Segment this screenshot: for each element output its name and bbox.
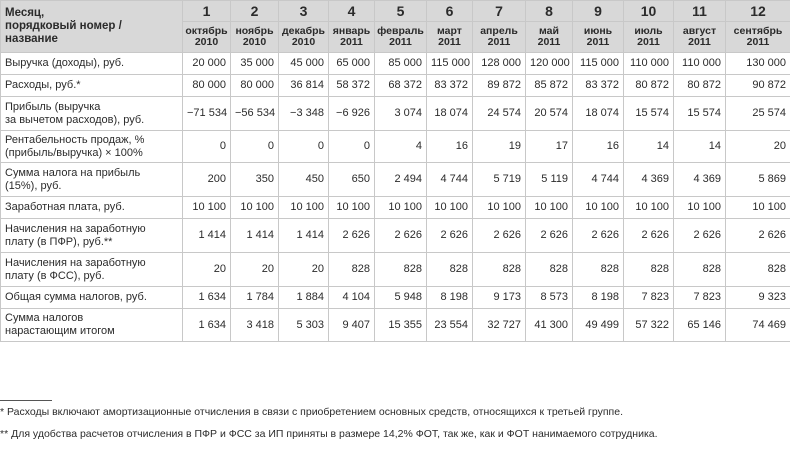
table-body [1,53,790,342]
row-label [1,287,183,309]
row-label [1,53,183,75]
table-cell: 10 100 [183,197,231,219]
table-row [1,163,790,197]
corner-header [1,1,183,53]
table-cell: 2 626 [329,219,375,253]
table-cell: 20 [183,253,231,287]
table-cell: 16 [427,131,473,163]
table-cell: 80 000 [231,75,279,97]
table-cell: 15 574 [674,97,726,131]
table-cell: 1 414 [231,219,279,253]
row-label-line: Рентабельность продаж, % [5,133,145,146]
table-cell: 7 823 [624,287,674,309]
table-cell: 828 [427,253,473,287]
table-cell: 19 [473,131,526,163]
table-cell: 7 823 [674,287,726,309]
month-name: июль 2011 [624,22,674,53]
table-cell: 5 948 [375,287,427,309]
corner-line: порядковый номер / [5,20,122,32]
table-cell: 18 074 [573,97,624,131]
month-number: 8 [526,1,573,22]
table-cell: 25 574 [726,97,790,131]
row-label [1,131,183,163]
table-cell: 85 000 [375,53,427,75]
table-cell: 80 872 [624,75,674,97]
table-cell: 2 626 [624,219,674,253]
table-cell: 2 626 [427,219,473,253]
table-row [1,197,790,219]
table-row [1,97,790,131]
corner-line: Месяц, [5,7,45,19]
month-name: апрель 2011 [473,22,526,53]
table-cell: 83 372 [573,75,624,97]
table-cell: 23 554 [427,309,473,342]
table-cell: 2 626 [473,219,526,253]
table-cell: 90 872 [726,75,790,97]
table-cell: 18 074 [427,97,473,131]
footnote-2: ** Для удобства расчетов отчисления в ПФР и ФСС за ИП приняты в размере 14,2% ФОТ, так же, как и ФОТ нанимаемого сотрудника. [0,428,658,440]
table-cell: 2 626 [726,219,790,253]
table-cell: 20 [726,131,790,163]
table-cell: 828 [573,253,624,287]
table-cell: 115 000 [573,53,624,75]
month-number: 11 [674,1,726,22]
table-cell: 4 104 [329,287,375,309]
row-label-line: (15%), руб. [5,179,62,192]
table-cell: 110 000 [624,53,674,75]
table-cell: 4 369 [674,163,726,197]
table-cell: 828 [329,253,375,287]
month-number: 5 [375,1,427,22]
table-cell: 8 198 [573,287,624,309]
table-cell: 2 626 [375,219,427,253]
row-label [1,219,183,253]
table-cell: 828 [526,253,573,287]
table-cell: 89 872 [473,75,526,97]
month-name: сентябрь 2011 [726,22,790,53]
table-cell: 128 000 [473,53,526,75]
table-cell: 0 [183,131,231,163]
table-cell: 2 494 [375,163,427,197]
table-cell: 828 [375,253,427,287]
table-cell: 1 884 [279,287,329,309]
row-label [1,197,183,219]
row-label [1,97,183,131]
table-cell: 8 573 [526,287,573,309]
table-cell: 115 000 [427,53,473,75]
month-number: 2 [231,1,279,22]
table-cell: −6 926 [329,97,375,131]
month-number: 6 [427,1,473,22]
table-cell: 2 626 [573,219,624,253]
table-cell: 2 626 [674,219,726,253]
table-cell: 10 100 [375,197,427,219]
month-name: январь 2011 [329,22,375,53]
row-label-line: (прибыль/выручка) × 100% [5,146,143,159]
row-label-line: Сумма налога на прибыль [5,166,141,179]
table-cell: 350 [231,163,279,197]
table-cell: 5 303 [279,309,329,342]
table-cell: 65 146 [674,309,726,342]
table-cell: 58 372 [329,75,375,97]
table-cell: 4 [375,131,427,163]
row-label [1,163,183,197]
table-cell: 1 414 [183,219,231,253]
month-number: 1 [183,1,231,22]
row-label-line: за вычетом расходов), руб. [5,113,145,126]
table-cell: 10 100 [329,197,375,219]
table-cell: 9 173 [473,287,526,309]
table-cell: 16 [573,131,624,163]
row-label [1,253,183,287]
month-number: 10 [624,1,674,22]
table-cell: 110 000 [674,53,726,75]
row-label-line: Прибыль (выручка [5,100,101,113]
table-cell: −56 534 [231,97,279,131]
row-label [1,75,183,97]
table-cell: 2 626 [526,219,573,253]
month-number: 12 [726,1,790,22]
month-name: июнь 2011 [573,22,624,53]
row-label-line: Общая сумма налогов, руб. [5,291,147,303]
table-cell: 10 100 [231,197,279,219]
table-row [1,131,790,163]
table-cell: 1 634 [183,309,231,342]
table-cell: 0 [329,131,375,163]
table-cell: 828 [674,253,726,287]
table-cell: 10 100 [624,197,674,219]
table-cell: 36 814 [279,75,329,97]
table-cell: 10 100 [526,197,573,219]
table-cell: 65 000 [329,53,375,75]
table-cell: 1 634 [183,287,231,309]
row-label-line: нарастающим итогом [5,325,115,337]
table-cell: 1 784 [231,287,279,309]
table-cell: 5 869 [726,163,790,197]
table-cell: 4 369 [624,163,674,197]
table-cell: 85 872 [526,75,573,97]
month-number: 7 [473,1,526,22]
row-label-line: Сумма налогов [5,312,84,324]
footnote-1: * Расходы включают амортизационные отчисления в связи с приобретением основных средств, относящихся к третьей группе. [0,406,623,418]
table-cell: 130 000 [726,53,790,75]
month-number: 9 [573,1,624,22]
table-cell: 10 100 [726,197,790,219]
header-number-row [1,1,790,22]
row-label-line: плату (в ПФР), руб.** [5,235,113,248]
row-label-line: плату (в ФСС), руб. [5,269,105,282]
table-cell: 20 [279,253,329,287]
table-cell: 10 100 [674,197,726,219]
month-name: декабрь 2010 [279,22,329,53]
row-label-line: Заработная плата, руб. [5,201,125,213]
footnote-divider [0,400,52,401]
table-row [1,253,790,287]
table-cell: 3 074 [375,97,427,131]
table-cell: 10 100 [427,197,473,219]
table-cell: 4 744 [573,163,624,197]
table-cell: 17 [526,131,573,163]
table-cell: 15 355 [375,309,427,342]
table-cell: 200 [183,163,231,197]
table-cell: 57 322 [624,309,674,342]
table-cell: 14 [674,131,726,163]
table-cell: 120 000 [526,53,573,75]
table-cell: 0 [231,131,279,163]
table-cell: 24 574 [473,97,526,131]
table-cell: 49 499 [573,309,624,342]
month-number: 3 [279,1,329,22]
table-cell: 3 418 [231,309,279,342]
table-cell: 10 100 [279,197,329,219]
table-cell: 0 [279,131,329,163]
table-cell: 20 574 [526,97,573,131]
table-cell: 10 100 [573,197,624,219]
table-cell: 9 407 [329,309,375,342]
month-name: ноябрь 2010 [231,22,279,53]
corner-line: название [5,33,58,45]
table-cell: 450 [279,163,329,197]
table-cell: −3 348 [279,97,329,131]
row-label [1,309,183,342]
table-cell: 20 000 [183,53,231,75]
table-cell: 80 872 [674,75,726,97]
month-name: май 2011 [526,22,573,53]
table-cell: 68 372 [375,75,427,97]
table-cell: 828 [726,253,790,287]
table-cell: 5 119 [526,163,573,197]
row-label-line: Начисления на заработную [5,256,146,269]
table-row [1,75,790,97]
table-cell: 14 [624,131,674,163]
table-row [1,53,790,75]
table-cell: 45 000 [279,53,329,75]
table-cell: 1 414 [279,219,329,253]
table-cell: 41 300 [526,309,573,342]
table-cell: 35 000 [231,53,279,75]
month-name: март 2011 [427,22,473,53]
month-name: август 2011 [674,22,726,53]
table-cell: 74 469 [726,309,790,342]
table-cell: 828 [624,253,674,287]
table-cell: 4 744 [427,163,473,197]
table-cell: 20 [231,253,279,287]
table-cell: −71 534 [183,97,231,131]
month-name: октябрь 2010 [183,22,231,53]
month-name: февраль 2011 [375,22,427,53]
table-cell: 828 [473,253,526,287]
table-cell: 5 719 [473,163,526,197]
table-row [1,219,790,253]
table-cell: 32 727 [473,309,526,342]
table-cell: 650 [329,163,375,197]
table-cell: 10 100 [473,197,526,219]
row-label-line: Расходы, руб.* [5,79,81,91]
row-label-line: Начисления на заработную [5,222,146,235]
table-cell: 15 574 [624,97,674,131]
month-number: 4 [329,1,375,22]
table-row [1,287,790,309]
table-row [1,309,790,342]
table-cell: 80 000 [183,75,231,97]
table-cell: 8 198 [427,287,473,309]
table-cell: 83 372 [427,75,473,97]
row-label-line: Выручка (доходы), руб. [5,57,125,69]
table-cell: 9 323 [726,287,790,309]
